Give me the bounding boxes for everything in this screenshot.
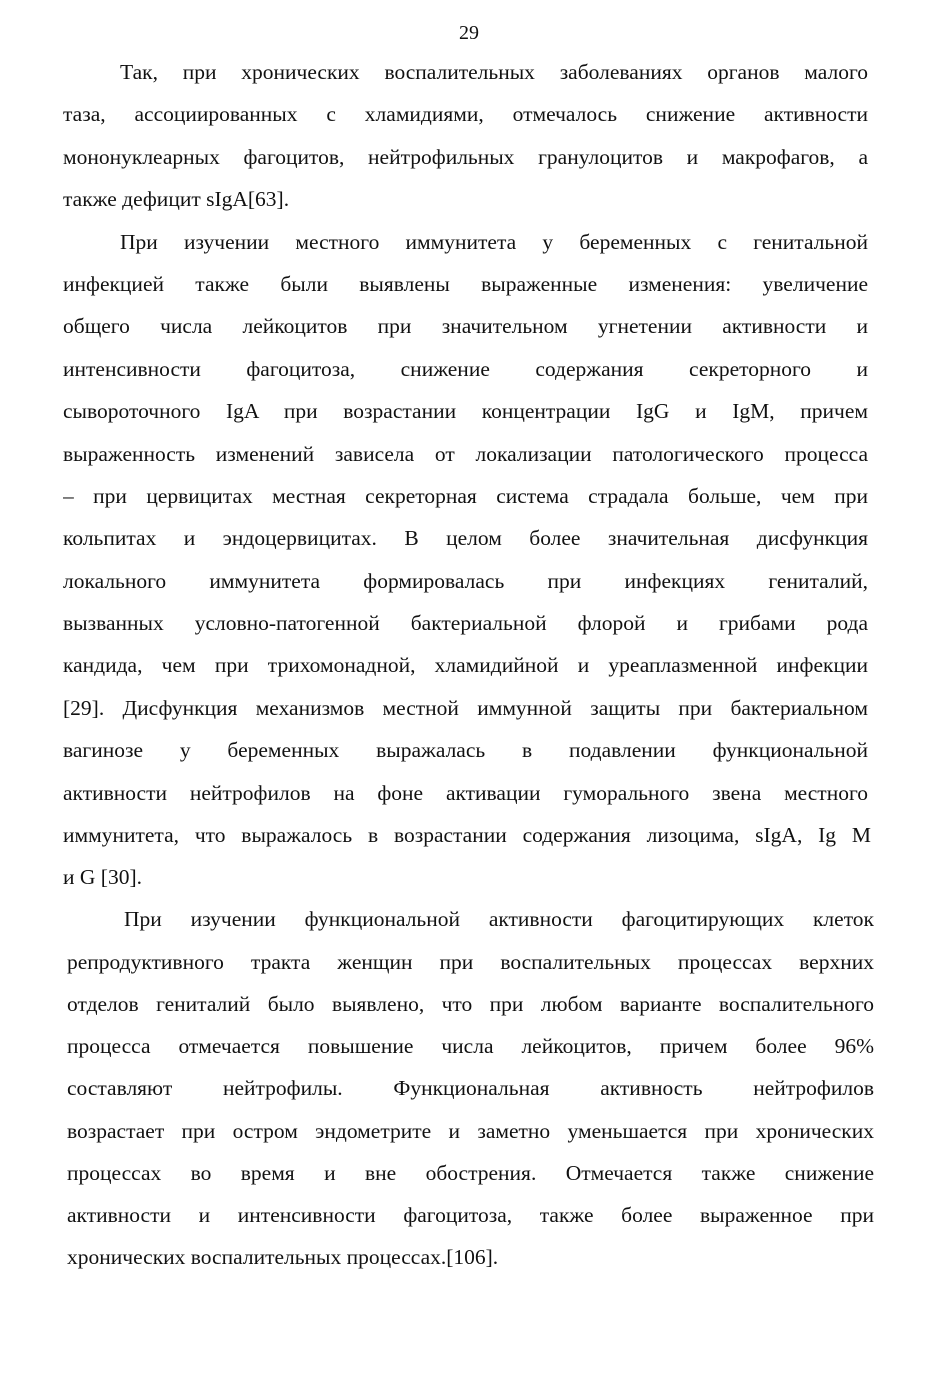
text-line: – при цервицитах местная секреторная система страдала больше, чем при [63,484,868,508]
text-line: мононуклеарных фагоцитов, нейтрофильных гранулоцитов и макрофагов, а [63,145,868,169]
text-line: хронических воспалительных процессах.[106]. [67,1245,499,1269]
text-line: отделов гениталий было выявлено, что при любом варианте воспалительного [67,992,874,1016]
text-line: кольпитах и эндоцервицитах. В целом более значительная дисфункция [63,526,868,550]
text-line: интенсивности фагоцитоза, снижение содержания секреторного и [63,357,868,381]
text-line: выраженность изменений зависела от локализации патологического процесса [63,442,868,466]
text-line: локального иммунитета формировалась при инфекциях гениталий, [63,569,868,593]
text-line: сывороточного IgA при возрастании концентрации IgG и IgM, причем [63,399,868,423]
text-line: [29]. Дисфункция механизмов местной иммунной защиты при бактериальном [63,696,868,720]
text-line: процессах во время и вне обострения. Отмечается также снижение [67,1161,874,1185]
text-line: репродуктивного тракта женщин при воспалительных процессах верхних [67,950,874,974]
text-line: составляют нейтрофилы. Функциональная активность нейтрофилов [67,1076,874,1100]
text-line: инфекцией также были выявлены выраженные изменения: увеличение [63,272,868,296]
text-line: кандида, чем при трихомонадной, хламидийной и уреаплазменной инфекции [63,653,868,677]
text-line: вагинозе у беременных выражалась в подавлении функциональной [63,738,868,762]
text-line: общего числа лейкоцитов при значительном угнетении активности и [63,314,868,338]
text-line: таза, ассоциированных с хламидиями, отмечалось снижение активности [63,102,868,126]
text-line: активности и интенсивности фагоцитоза, также более выраженное при [67,1203,874,1227]
text-line: иммунитета, что выражалось в возрастании содержания лизоцима, sIgA, Ig M [63,823,871,847]
page-number: 29 [459,22,479,44]
text-line: и G [30]. [63,865,142,889]
text-line: При изучении функциональной активности фагоцитирующих клеток [124,907,874,931]
text-line: вызванных условно-патогенной бактериальной флорой и грибами рода [63,611,868,635]
text-line: активности нейтрофилов на фоне активации гуморального звена местного [63,781,868,805]
text-line: также дефицит sIgA[63]. [63,187,290,211]
text-line: процесса отмечается повышение числа лейкоцитов, причем более 96% [67,1034,874,1058]
text-line: При изучении местного иммунитета у беременных с генитальной [120,230,868,254]
text-line: Так, при хронических воспалительных заболеваниях органов малого [120,60,868,84]
text-line: возрастает при остром эндометрите и заметно уменьшается при хронических [67,1119,874,1143]
